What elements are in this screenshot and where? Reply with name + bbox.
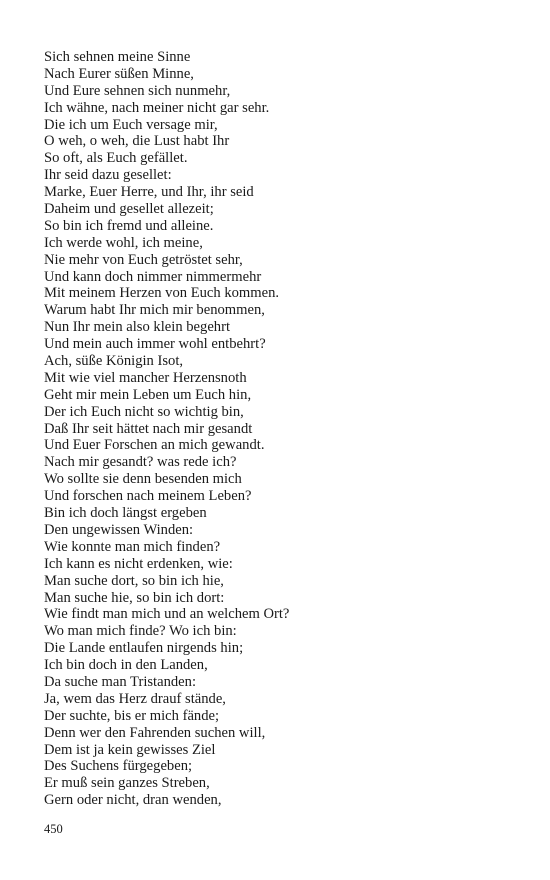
poem-line: Da suche man Tristanden: bbox=[44, 673, 197, 690]
poem-line: Wo man mich finde? Wo ich bin: bbox=[44, 623, 237, 640]
poem-line: Denn wer den Fahrenden suchen will, bbox=[44, 724, 266, 741]
poem-line: Und Eure sehnen sich nunmehr, bbox=[44, 82, 231, 99]
poem-line: So oft, als Euch gefället. bbox=[44, 150, 188, 167]
poem-line: Dem ist ja kein gewisses Ziel bbox=[44, 741, 216, 758]
poem-line: Mit wie viel mancher Herzensnoth bbox=[44, 369, 247, 386]
poem-line: Warum habt Ihr mich mir benommen, bbox=[44, 302, 265, 319]
poem-line: Und mein auch immer wohl entbehrt? bbox=[44, 336, 266, 353]
poem-line: Daheim und gesellet allezeit; bbox=[44, 201, 214, 218]
poem-line: Marke, Euer Herre, und Ihr, ihr seid bbox=[44, 184, 254, 201]
poem-line: Ach, süße Königin Isot, bbox=[44, 353, 184, 370]
poem-line: Ja, wem das Herz drauf stände, bbox=[44, 690, 226, 707]
poem-line: Ich werde wohl, ich meine, bbox=[44, 234, 203, 251]
poem-line: Man suche hie, so bin ich dort: bbox=[44, 589, 225, 606]
poem-line: Wo sollte sie denn besenden mich bbox=[44, 471, 242, 488]
poem-line: Die ich um Euch versage mir, bbox=[44, 116, 218, 133]
poem-line: Des Suchens fürgegeben; bbox=[44, 758, 193, 775]
poem-line: Sich sehnen meine Sinne bbox=[44, 49, 191, 65]
poem-line: Er muß sein ganzes Streben, bbox=[44, 775, 210, 792]
poem-line: Und Euer Forschen an mich gewandt. bbox=[44, 437, 265, 454]
poem-text bbox=[44, 49, 514, 809]
poem-line: Nach mir gesandt? was rede ich? bbox=[44, 454, 237, 471]
poem-line: O weh, o weh, die Lust habt Ihr bbox=[44, 133, 230, 150]
poem-line: Wie konnte man mich finden? bbox=[44, 538, 221, 555]
poem-line: Geht mir mein Leben um Euch hin, bbox=[44, 386, 252, 403]
poem-line: So bin ich fremd und alleine. bbox=[44, 217, 214, 234]
poem-line: Ich bin doch in den Landen, bbox=[44, 657, 208, 674]
poem-line: Bin ich doch längst ergeben bbox=[44, 505, 207, 522]
poem-line: Der suchte, bis er mich fände; bbox=[44, 707, 220, 724]
poem-line: Nie mehr von Euch getröstet sehr, bbox=[44, 251, 243, 268]
page-number: 450 bbox=[44, 822, 63, 836]
poem-line: Nach Eurer süßen Minne, bbox=[44, 65, 194, 82]
poem-line: Daß Ihr seit hättet nach mir gesandt bbox=[44, 420, 253, 437]
poem-line: Und kann doch nimmer nimmermehr bbox=[44, 268, 262, 285]
poem-line: Der ich Euch nicht so wichtig bin, bbox=[44, 403, 244, 420]
poem-line: Gern oder nicht, dran wenden, bbox=[44, 792, 222, 809]
poem-line: Nun Ihr mein also klein begehrt bbox=[44, 319, 231, 336]
poem-line: Und forschen nach meinem Leben? bbox=[44, 488, 252, 505]
poem-line: Man suche dort, so bin ich hie, bbox=[44, 572, 224, 589]
poem-line: Die Lande entlaufen nirgends hin; bbox=[44, 640, 244, 657]
poem-line: Mit meinem Herzen von Euch kommen. bbox=[44, 285, 280, 302]
poem-line: Ihr seid dazu gesellet: bbox=[44, 167, 172, 184]
poem-line: Wie findt man mich und an welchem Ort? bbox=[44, 606, 290, 623]
poem-line: Ich kann es nicht erdenken, wie: bbox=[44, 555, 233, 572]
poem-line: Den ungewissen Winden: bbox=[44, 521, 194, 538]
poem-line: Ich wähne, nach meiner nicht gar sehr. bbox=[44, 99, 270, 116]
